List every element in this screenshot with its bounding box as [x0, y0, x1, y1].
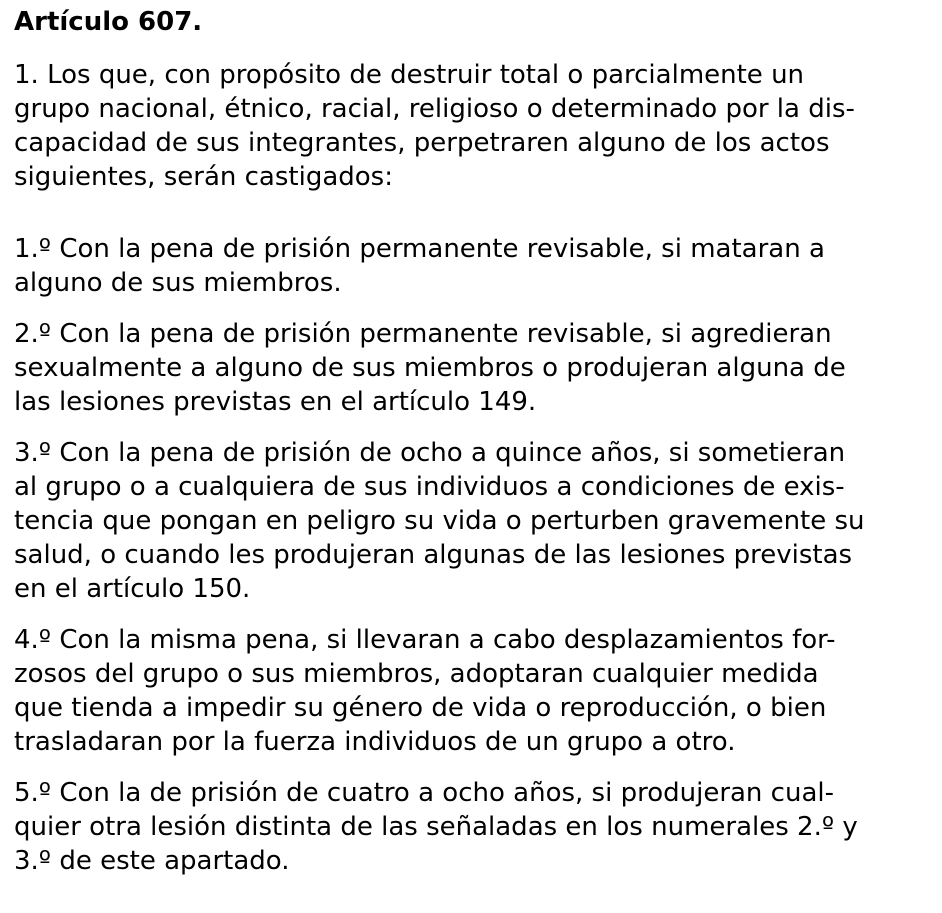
- item-5-paragraph: [14, 776, 928, 878]
- item-line: las lesiones previstas en el artículo 149.: [14, 387, 537, 417]
- item-line: zosos del grupo o sus miembros, adoptaran cualquier medida: [14, 659, 819, 689]
- item-line: tencia que pongan en peligro su vida o perturben gravemente su: [14, 506, 865, 536]
- item-line: 1.º Con la pena de prisión permanente revisable, si mataran a: [14, 234, 825, 264]
- item-line: alguno de sus miembros.: [14, 268, 342, 298]
- article-title: Artículo 607.: [14, 7, 203, 37]
- intro-line: grupo nacional, étnico, racial, religioso o determinado por la dis-: [14, 94, 855, 124]
- item-line: quier otra lesión distinta de las señaladas en los numerales 2.º y: [14, 812, 858, 842]
- item-line: 5.º Con la de prisión de cuatro a ocho años, si produjeran cual-: [14, 778, 834, 808]
- item-3-paragraph: [14, 436, 928, 606]
- intro-line: capacidad de sus integrantes, perpetraren alguno de los actos: [14, 128, 830, 158]
- intro-line: siguientes, serán castigados:: [14, 162, 393, 192]
- intro-line: 1. Los que, con propósito de destruir total o parcialmente un: [14, 60, 805, 90]
- item-line: 3.º Con la pena de prisión de ocho a quince años, si sometieran: [14, 438, 846, 468]
- item-line: 2.º Con la pena de prisión permanente revisable, si agredieran: [14, 319, 832, 349]
- item-2-paragraph: [14, 317, 928, 419]
- item-line: que tienda a impedir su género de vida o reproducción, o bien: [14, 693, 827, 723]
- item-4-paragraph: [14, 623, 928, 759]
- item-1-paragraph: [14, 232, 928, 300]
- item-line: trasladaran por la fuerza individuos de un grupo a otro.: [14, 727, 736, 757]
- intro-paragraph: [14, 58, 928, 194]
- item-line: 4.º Con la misma pena, si llevaran a cabo desplazamientos for-: [14, 625, 836, 655]
- item-line: salud, o cuando les produjeran algunas de las lesiones previstas: [14, 540, 853, 570]
- item-line: sexualmente a alguno de sus miembros o produjeran alguna de: [14, 353, 846, 383]
- item-line: en el artículo 150.: [14, 574, 251, 604]
- item-line: 3.º de este apartado.: [14, 846, 290, 876]
- item-line: al grupo o a cualquiera de sus individuos a condiciones de exis-: [14, 472, 845, 502]
